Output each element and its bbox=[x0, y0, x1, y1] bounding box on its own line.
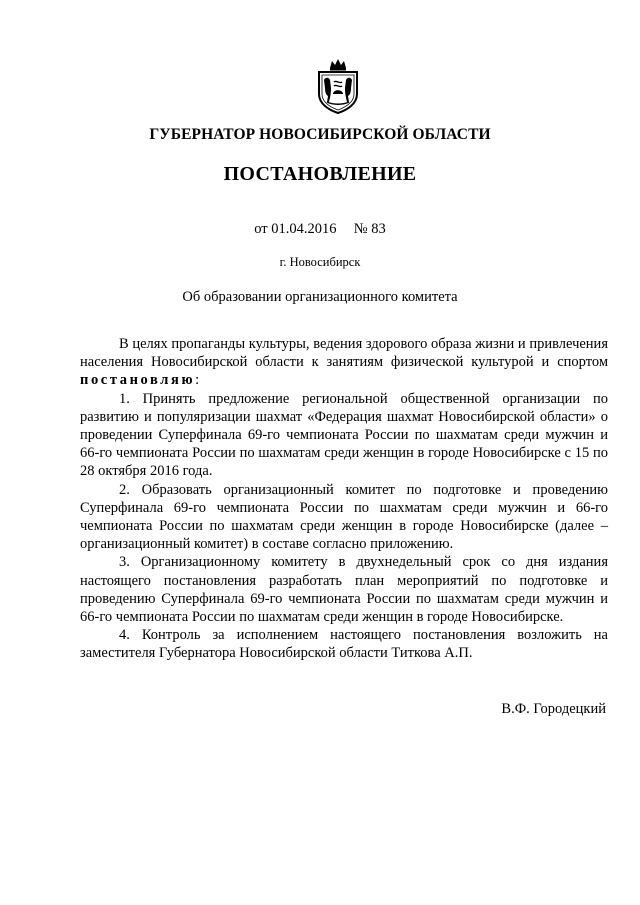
document-title: Об образовании организационного комитета bbox=[182, 289, 458, 305]
document-body bbox=[80, 335, 608, 663]
preamble-text: В целях пропаганды культуры, ведения здорового образа жизни и привлечения населения Новосибирской области к занятиям физической культурой и спортом bbox=[80, 336, 608, 371]
document-type-heading: ПОСТАНОВЛЕНИЕ bbox=[223, 163, 417, 185]
document-date-number bbox=[0, 221, 640, 238]
date-prefix: от bbox=[254, 221, 268, 237]
signatory-name: В.Ф. Городецкий bbox=[501, 701, 606, 717]
coat-of-arms-icon bbox=[313, 58, 363, 114]
clause-paragraph-2: 2. Образовать организационный комитет по подготовке и проведению Суперфинала 69-го чемпионата России по шахматам среди мужчин и 66-го чемпионата России по шахматам среди женщин в городе Новосибирске (далее – организационный комитет) в составе согласно приложению. bbox=[80, 481, 608, 553]
authority-heading: ГУБЕРНАТОР НОВОСИБИРСКОЙ ОБЛАСТИ bbox=[149, 126, 491, 143]
document-place: г. Новосибирск bbox=[279, 255, 361, 269]
preamble-keyword: постановляю bbox=[80, 372, 196, 389]
document-number: № 83 bbox=[353, 221, 386, 237]
clause-paragraph-4: 4. Контроль за исполнением настоящего постановления возложить на заместителя Губернатора Новосибирской области Титкова А.П. bbox=[80, 627, 608, 662]
preamble-end: : bbox=[195, 372, 200, 389]
preamble-paragraph bbox=[80, 335, 608, 390]
clause-paragraph-1: 1. Принять предложение региональной общественной организации по развитию и популяризации шахмат «Федерация шахмат Новосибирской области» о проведении Суперфинала 69-го чемпионата России по шахматам среди мужчин и 66-го чемпионата России по шахматам среди женщин в городе Новосибирске с 15 по 28 октября 2016 года. bbox=[80, 390, 608, 480]
document-date: 01.04.2016 bbox=[271, 221, 337, 237]
clause-paragraph-3: 3. Организационному комитету в двухнедельный срок со дня издания настоящего постановления разработать план мероприятий по подготовке и проведению Суперфинала 69-го чемпионата России по шахматам среди мужчин и 66-го чемпионата России по шахматам среди женщин в городе Новосибирске. bbox=[80, 554, 608, 626]
